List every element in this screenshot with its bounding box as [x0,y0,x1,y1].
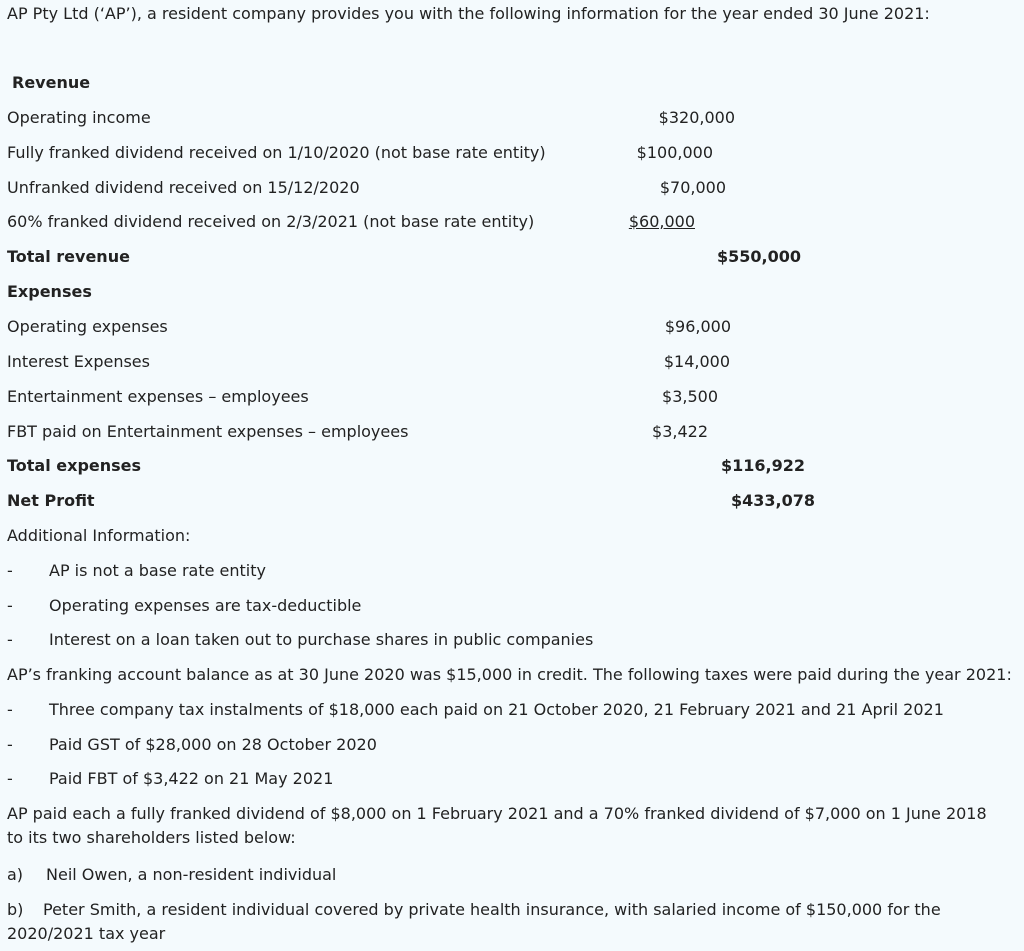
bullet-dash: - [7,700,13,719]
dividends-paragraph: AP paid each a fully franked dividend of $8,000 on 1 February 2021 and a 70% franked dividend of $7,000 on 1 June 2018 to its two shareholders listed below: [7,804,987,847]
bullet-dash: - [7,596,13,615]
expenses-heading: Expenses [7,282,92,301]
expense-label-interest: Interest Expenses [7,352,150,371]
tax-paid-item: Paid FBT of $3,422 on 21 May 2021 [49,769,334,788]
expense-amount-interest: $14,000 [663,352,730,371]
revenue-amount-60-franked: $60,000 [628,212,695,231]
shareholder-text: Peter Smith, a resident individual covered by private health insurance, with salaried income of $150,000 for the 2020/2021 tax year [7,900,941,943]
additional-info-heading: Additional Information: [7,526,191,545]
bullet-dash: - [7,735,13,754]
revenue-amount-operating-income: $320,000 [658,108,735,127]
additional-item: Operating expenses are tax-deductible [49,596,362,615]
expense-label-entertainment: Entertainment expenses – employees [7,387,309,406]
tax-paid-item: Paid GST of $28,000 on 28 October 2020 [49,735,377,754]
expense-label-operating: Operating expenses [7,317,168,336]
intro-text: AP Pty Ltd (‘AP’), a resident company provides you with the following information for the year ended 30 June 2021: [7,4,930,23]
revenue-amount-fully-franked: $100,000 [636,143,713,162]
total-revenue-amount: $550,000 [716,247,801,266]
shareholder-text: Neil Owen, a non-resident individual [46,865,337,884]
shareholder-marker: b) [7,900,24,919]
additional-item: Interest on a loan taken out to purchase shares in public companies [49,630,594,649]
expense-label-fbt: FBT paid on Entertainment expenses – employees [7,422,409,441]
additional-item: AP is not a base rate entity [49,561,266,580]
bullet-dash: - [7,561,13,580]
net-profit-amount: $433,078 [730,491,815,510]
expense-amount-fbt: $3,422 [652,422,708,441]
shareholder-marker: a) [7,865,24,884]
revenue-label-unfranked: Unfranked dividend received on 15/12/2020 [7,178,360,197]
net-profit-label: Net Profit [7,491,95,510]
revenue-label-60-franked: 60% franked dividend received on 2/3/2021 (not base rate entity) [7,212,535,231]
franking-text: AP’s franking account balance as at 30 June 2020 was $15,000 in credit. The following taxes were paid during the year 2021: [7,665,1012,684]
revenue-label-operating-income: Operating income [7,108,151,127]
revenue-amount-unfranked: $70,000 [659,178,726,197]
tax-paid-item: Three company tax instalments of $18,000 each paid on 21 October 2020, 21 February 2021 and 21 April 2021 [49,700,944,719]
total-expenses-label: Total expenses [7,456,142,475]
bullet-dash: - [7,769,13,788]
expense-amount-operating: $96,000 [664,317,731,336]
revenue-heading: Revenue [12,73,91,92]
bullet-dash: - [7,630,13,649]
total-revenue-label: Total revenue [7,247,130,266]
total-expenses-amount: $116,922 [720,456,805,475]
expense-amount-entertainment: $3,500 [662,387,718,406]
revenue-label-fully-franked: Fully franked dividend received on 1/10/2020 (not base rate entity) [7,143,546,162]
